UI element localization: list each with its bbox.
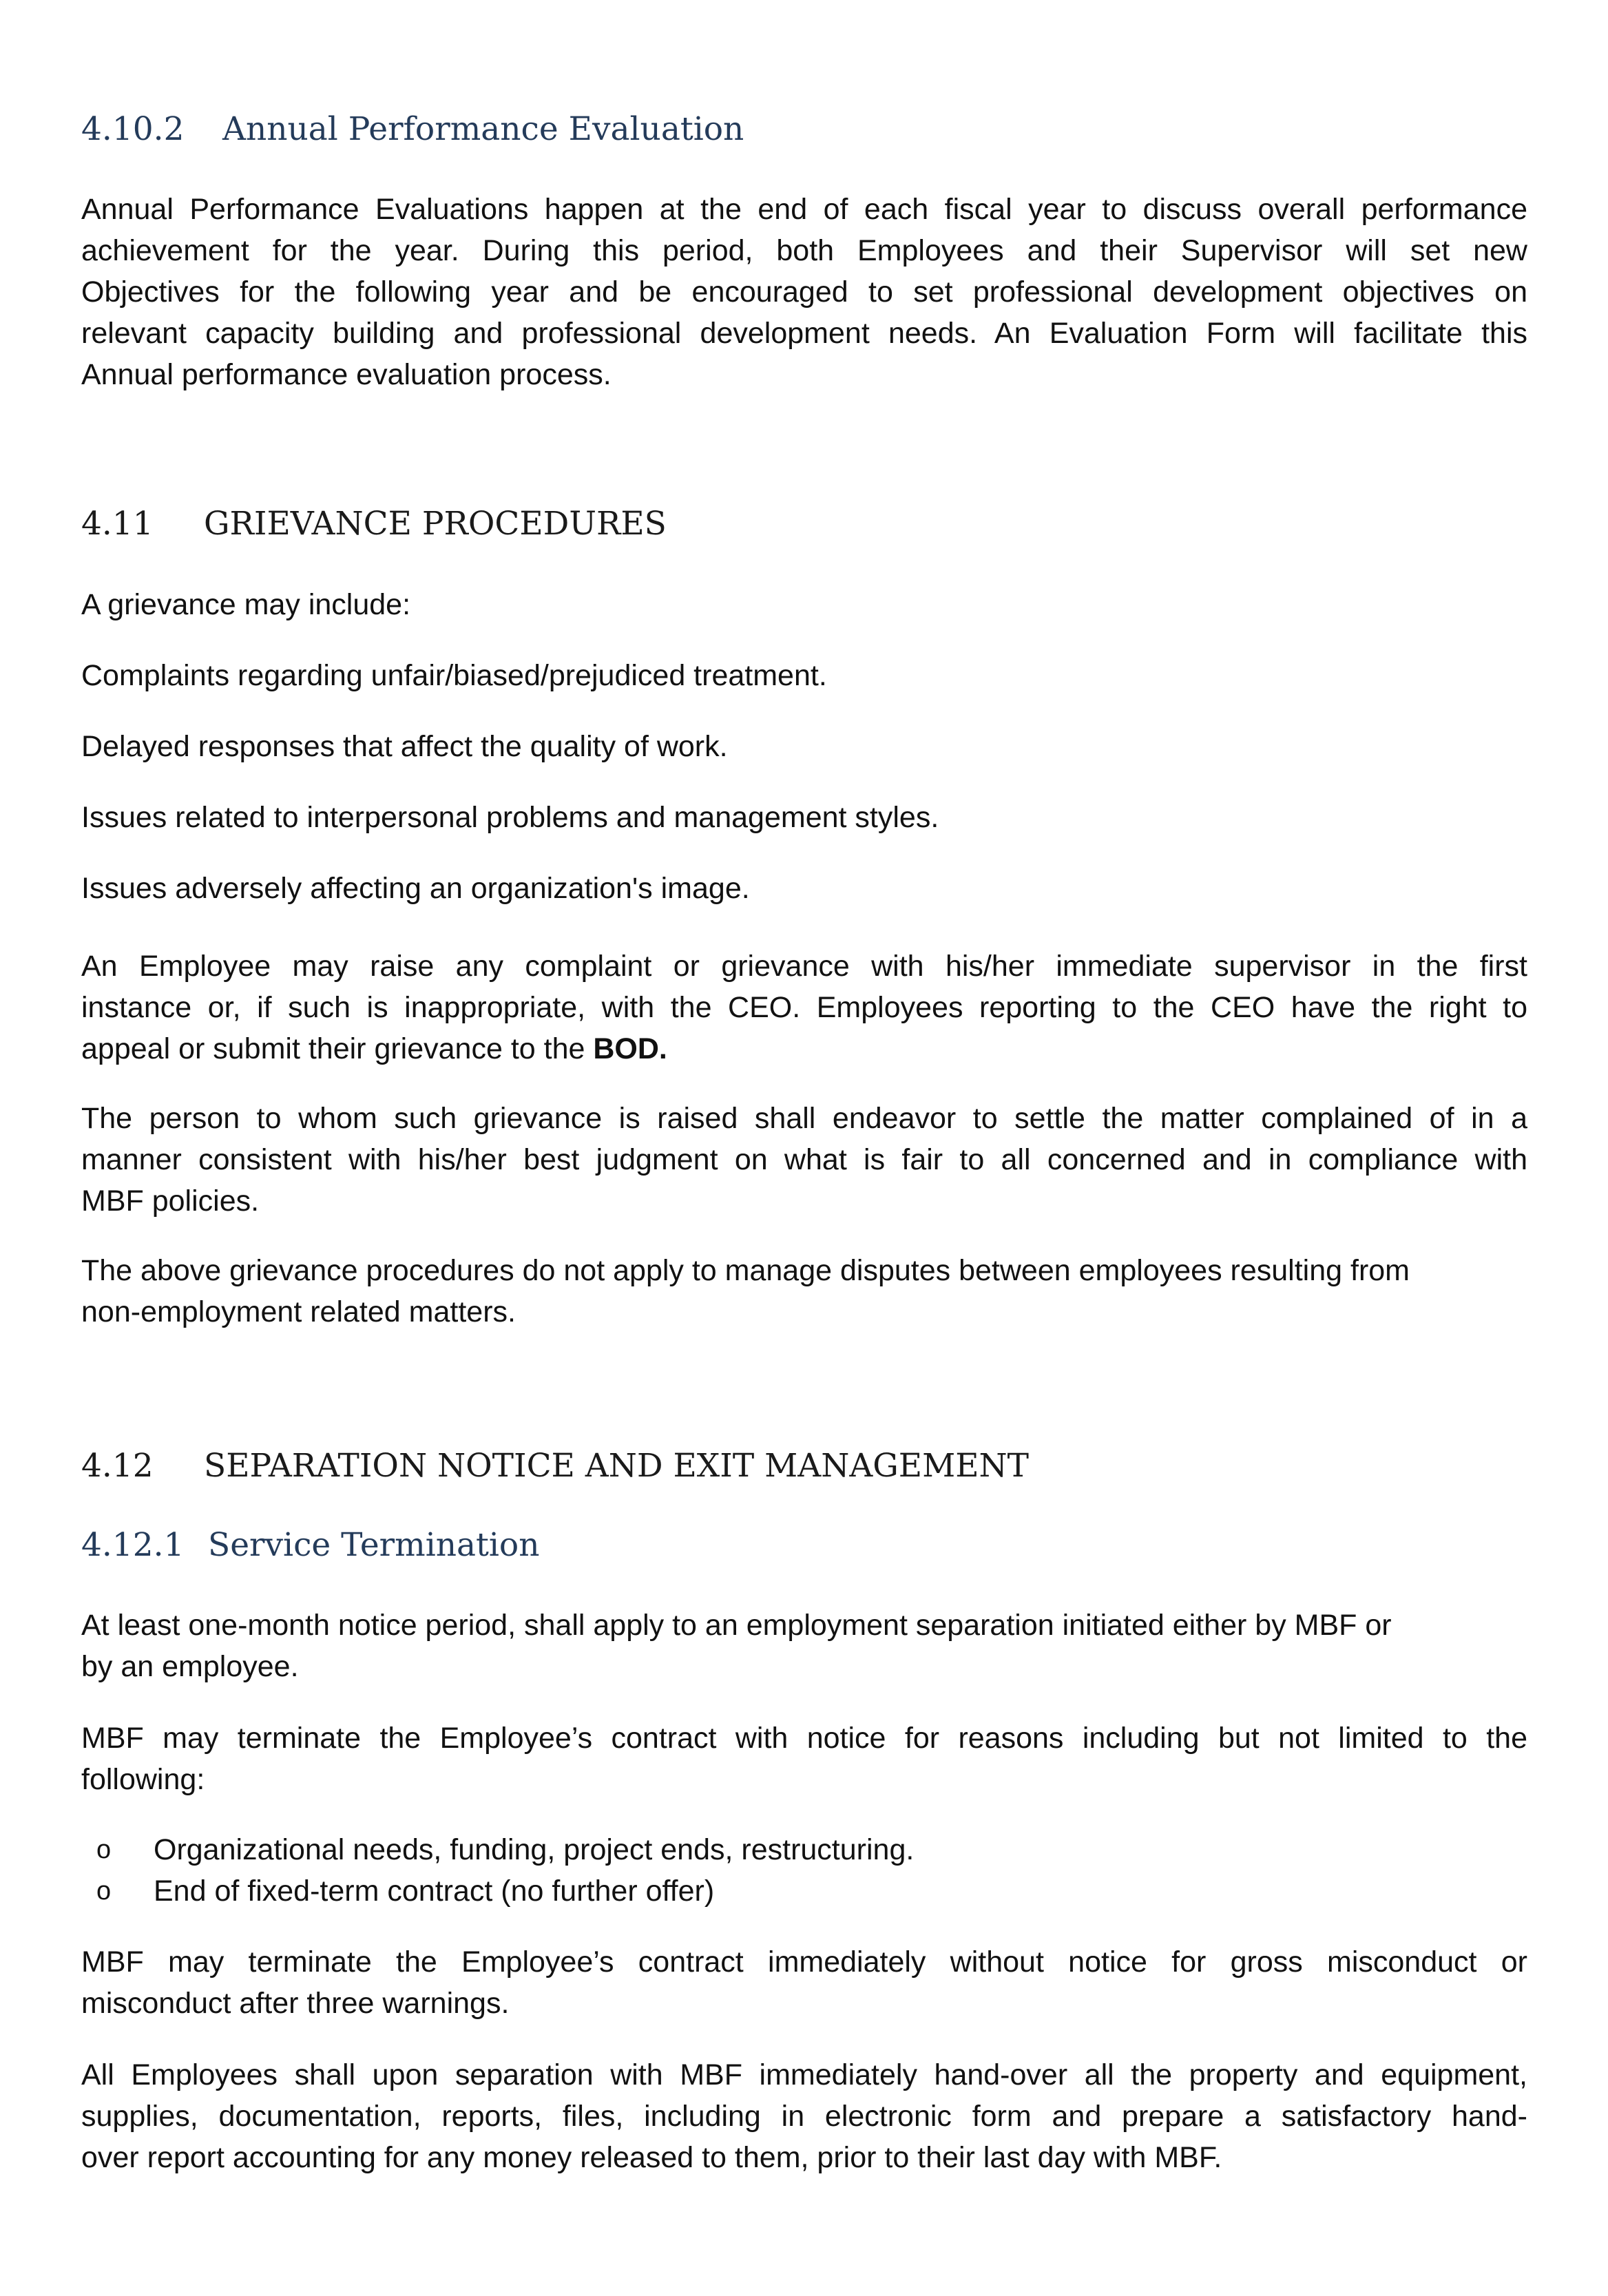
- text-line: by an employee.: [81, 1650, 299, 1683]
- heading-4-12-1: [81, 1526, 540, 1565]
- text-line: Annual Performance Evaluations happen at the end of each fiscal year to discuss overall performance: [81, 193, 1527, 226]
- grievance-item: Delayed responses that affect the quality of work.: [81, 730, 728, 763]
- paragraph-hand-over: [81, 2054, 1527, 2178]
- heading-4-10-2: [81, 110, 744, 149]
- paragraph-raise-complaint: [81, 946, 1527, 1069]
- text-line: achievement for the year. During this period, both Employees and their Supervisor will set new: [81, 234, 1527, 267]
- heading-title: SEPARATION NOTICE AND EXIT MANAGEMENT: [204, 1447, 1030, 1485]
- bullet-marker: o: [96, 1835, 112, 1864]
- text-line: The person to whom such grievance is raised shall endeavor to settle the matter complained of in a: [81, 1102, 1527, 1135]
- heading-number: 4.12.1: [81, 1526, 185, 1564]
- grievance-item: Issues related to interpersonal problems and management styles.: [81, 801, 939, 834]
- text-line: non-employment related matters.: [81, 1295, 516, 1328]
- heading-title: GRIEVANCE PROCEDURES: [204, 505, 667, 543]
- paragraph-settle-matter: [81, 1098, 1527, 1222]
- text-line: misconduct after three warnings.: [81, 1987, 510, 2020]
- text-line: MBF policies.: [81, 1184, 260, 1218]
- text-line: All Employees shall upon separation with MBF immediately hand-over all the property and equipment,: [81, 2058, 1527, 2091]
- text-line: Objectives for the following year and be encouraged to set professional development objectives on: [81, 275, 1527, 309]
- list-item: [81, 1870, 1527, 1912]
- text-line: At least one-month notice period, shall apply to an employment separation initiated either by MBF or: [81, 1609, 1392, 1642]
- grievance-intro: A grievance may include:: [81, 588, 411, 621]
- text-line: [81, 1028, 1527, 1069]
- heading-4-12: [81, 1447, 1029, 1485]
- grievance-item: Issues adversely affecting an organization's image.: [81, 872, 750, 905]
- list-item-text: Organizational needs, funding, project ends, restructuring.: [154, 1833, 915, 1866]
- grievance-item: Complaints regarding unfair/biased/prejudiced treatment.: [81, 659, 827, 692]
- text-line: The above grievance procedures do not apply to manage disputes between employees resulting from: [81, 1254, 1410, 1287]
- bullet-marker: o: [96, 1877, 112, 1906]
- termination-reasons-list: [81, 1829, 1527, 1912]
- heading-title: Service Termination: [208, 1526, 540, 1564]
- heading-title: Annual Performance Evaluation: [222, 110, 744, 148]
- paragraph-not-apply: [81, 1250, 1527, 1333]
- text-line: following:: [81, 1763, 205, 1796]
- text-line: supplies, documentation, reports, files, including in electronic form and prepare a satisfactory hand-: [81, 2100, 1527, 2133]
- text-line: manner consistent with his/her best judgment on what is fair to all concerned and in compliance with: [81, 1143, 1527, 1176]
- text-line: MBF may terminate the Employee’s contract immediately without notice for gross misconduct or: [81, 1945, 1527, 1979]
- list-item: [81, 1829, 1527, 1870]
- text-line: An Employee may raise any complaint or grievance with his/her immediate supervisor in the first: [81, 950, 1527, 983]
- list-item-text: End of fixed-term contract (no further offer): [154, 1875, 715, 1908]
- text-line: relevant capacity building and professional development needs. An Evaluation Form will facilitate this: [81, 317, 1527, 350]
- paragraph-notice-period: [81, 1605, 1527, 1687]
- text-run: appeal or submit their grievance to the: [81, 1032, 594, 1065]
- text-line: Annual performance evaluation process.: [81, 358, 612, 391]
- heading-number: 4.11: [81, 505, 154, 543]
- text-line: over report accounting for any money released to them, prior to their last day with MBF.: [81, 2141, 1222, 2174]
- paragraph-terminate-with-notice: [81, 1718, 1527, 1800]
- bold-text-bod: BOD.: [593, 1032, 667, 1065]
- paragraph-terminate-without-notice: [81, 1941, 1527, 2024]
- heading-number: 4.12: [81, 1447, 154, 1485]
- heading-number: 4.10.2: [81, 110, 185, 148]
- text-line: MBF may terminate the Employee’s contract with notice for reasons including but not limited to the: [81, 1722, 1527, 1755]
- text-line: instance or, if such is inappropriate, with the CEO. Employees reporting to the CEO have the right to: [81, 991, 1527, 1024]
- heading-4-11: [81, 505, 667, 543]
- paragraph-annual-evaluation: [81, 189, 1527, 395]
